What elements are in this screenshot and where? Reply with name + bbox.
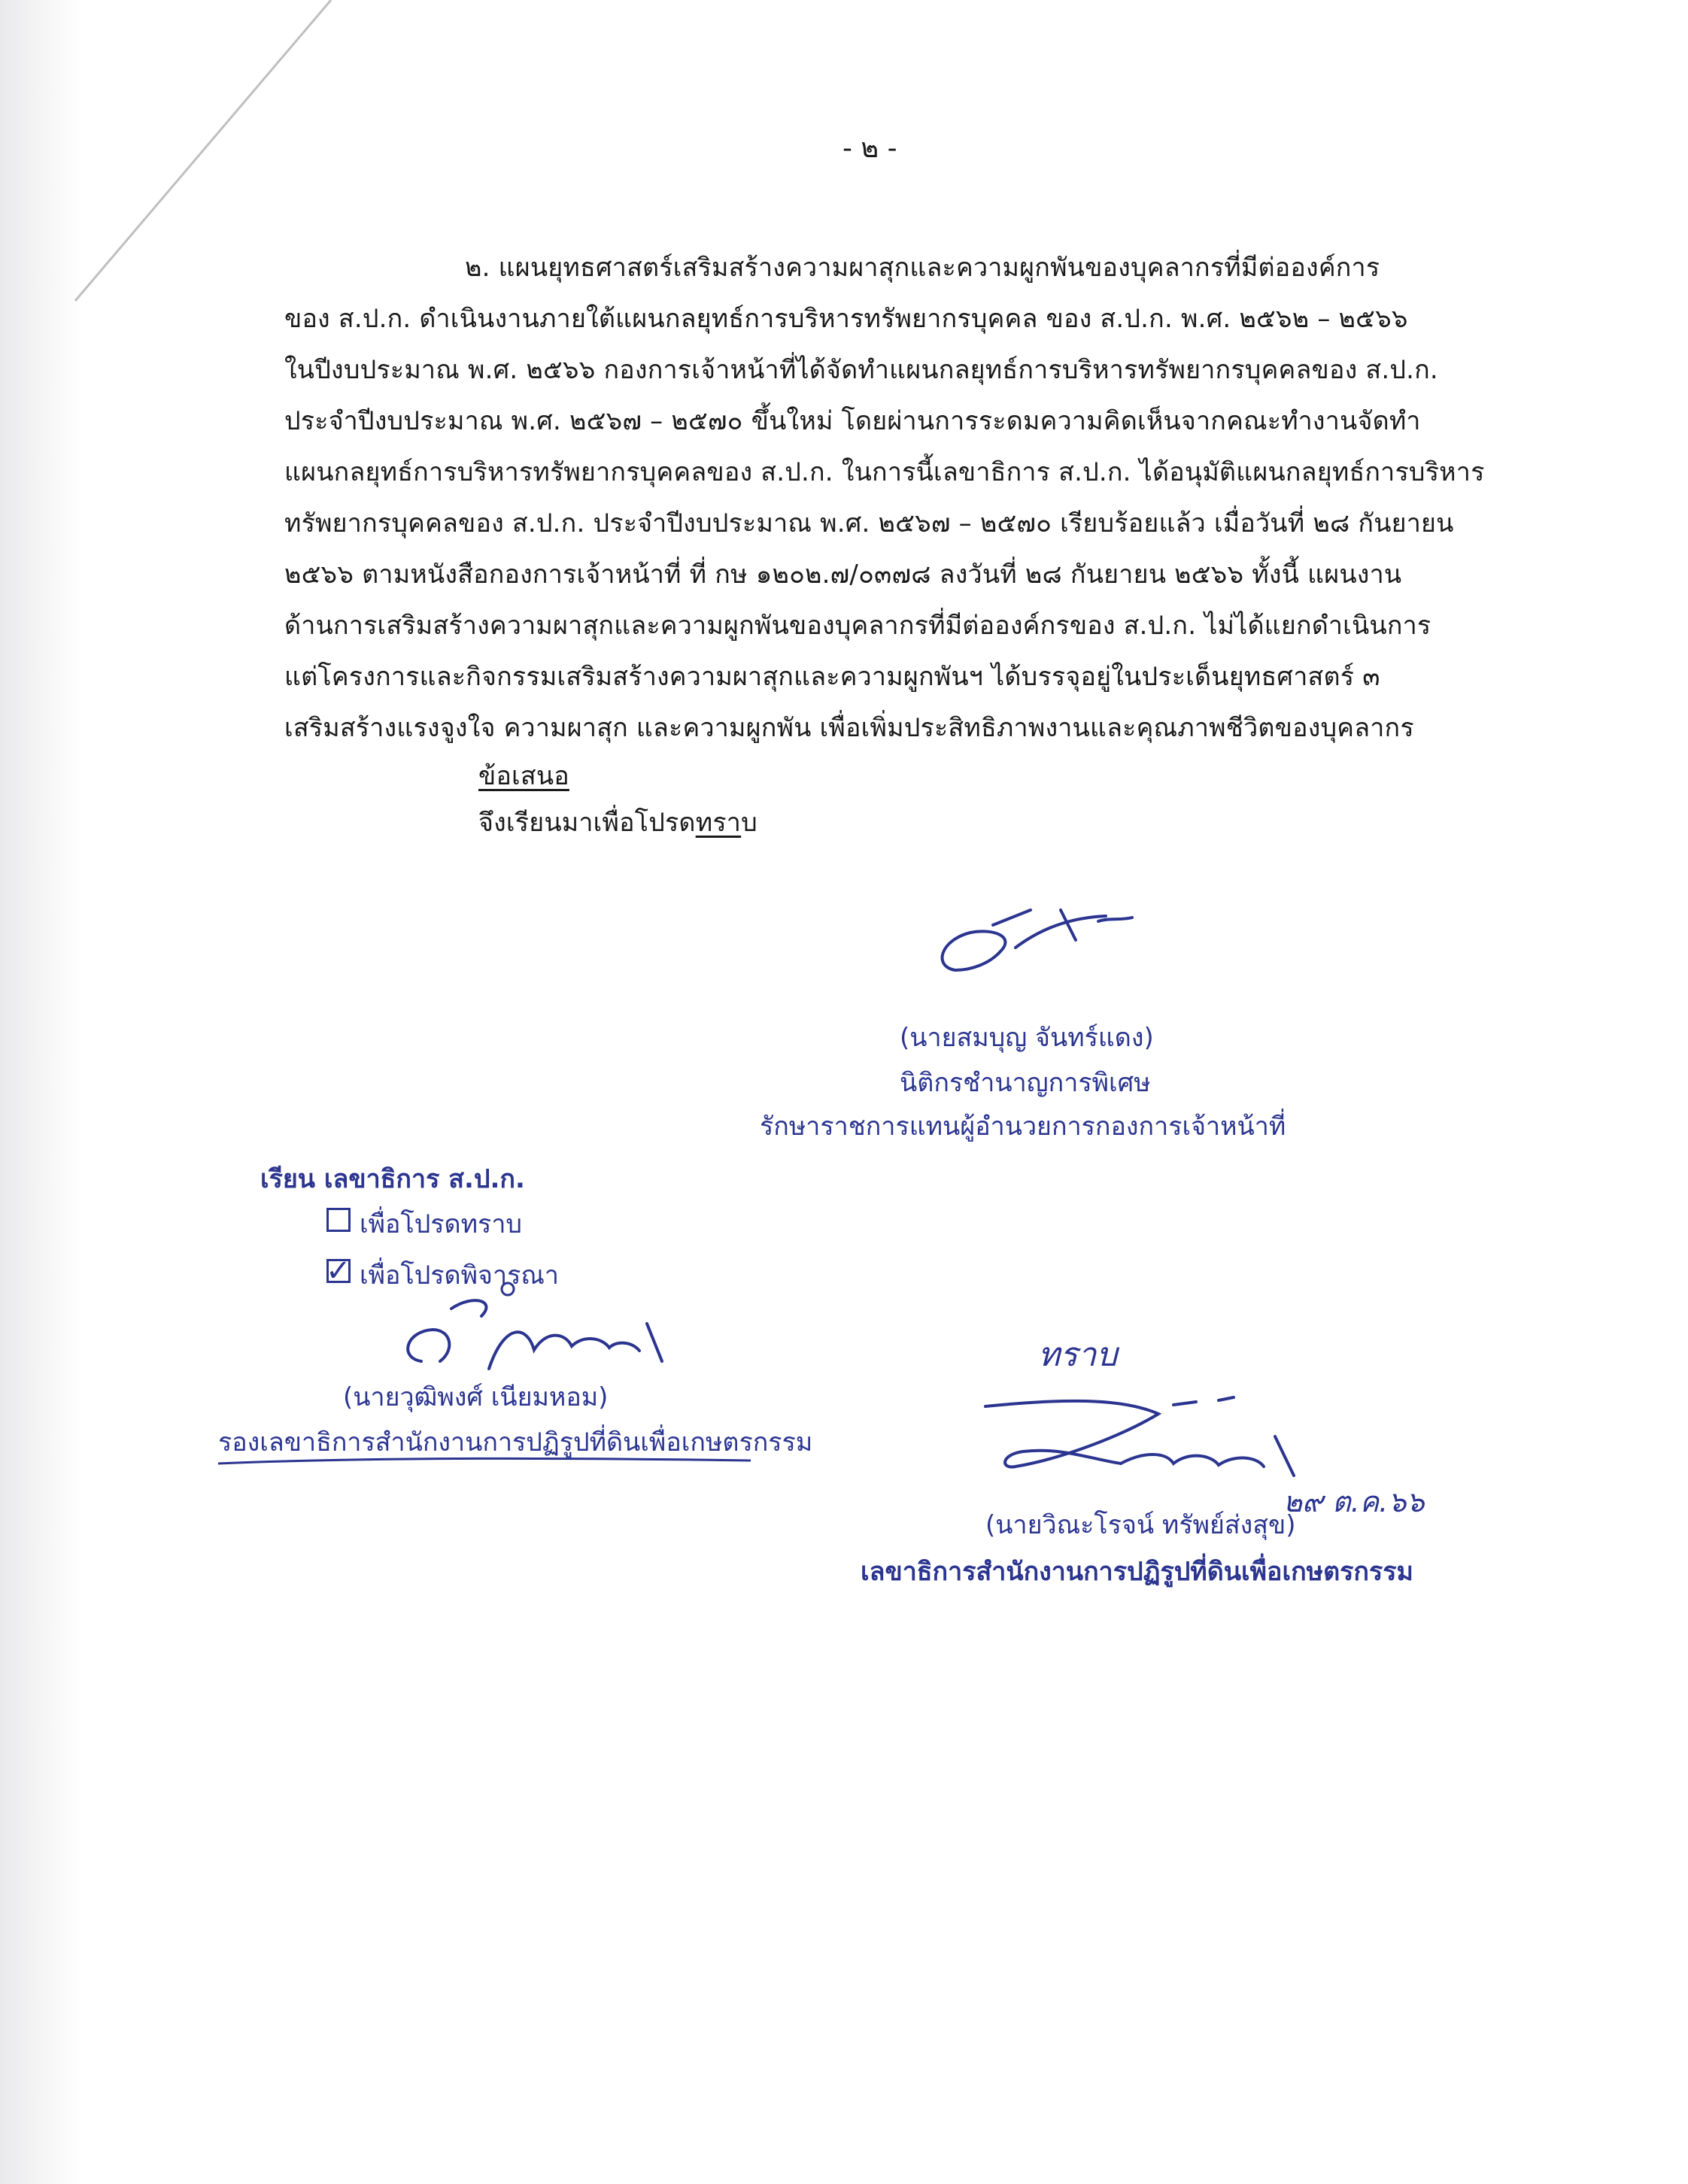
paper-fold-line <box>0 0 361 331</box>
approval-signer-position: เลขาธิการสำนักงานการปฏิรูปที่ดินเพื่อเกษตรกรรม <box>861 1557 1413 1587</box>
signature-1 <box>925 895 1143 985</box>
paragraph-line: ทรัพยากรบุคคลของ ส.ป.ก. ประจำปีงบประมาณ พ.ศ. ๒๕๖๗ – ๒๕๗๐ เรียบร้อยแล้ว เมื่อวันที่ ๒๘ กันยายน <box>284 508 1454 538</box>
proposal-text-suffix: บ <box>741 808 757 838</box>
handwritten-underline <box>215 1453 757 1471</box>
paragraph-line: ๒. แผนยุทธศาสตร์เสริมสร้างความผาสุกและความผูกพันของบุคลากรที่มีต่อองค์การ <box>465 253 1380 283</box>
endorsement-to: เรียน เลขาธิการ ส.ป.ก. <box>260 1164 525 1194</box>
approval-signer-name: (นายวิณะโรจน์ ทรัพย์ส่งสุข) <box>985 1510 1296 1540</box>
approval-date-note: ๒๙ ต.ค.๖๖ <box>1283 1485 1425 1518</box>
option2-label: เพื่อโปรดพิจารณา <box>360 1260 559 1291</box>
signer1-name: (นายสมบุญ จันทร์แดง) <box>900 1023 1154 1053</box>
approval-note: ทราบ <box>1038 1336 1118 1374</box>
page-number: - ๒ - <box>842 133 897 164</box>
option2-checkbox <box>326 1254 351 1288</box>
paragraph-line: ของ ส.ป.ก. ดำเนินงานภายใต้แผนกลยุทธ์การบริหารทรัพยากรบุคคล ของ ส.ป.ก. พ.ศ. ๒๕๖๒ – ๒๕๖๖ <box>284 304 1408 334</box>
paragraph-line: แผนกลยุทธ์การบริหารทรัพยากรบุคคลของ ส.ป.ก. ในการนี้เลขาธิการ ส.ป.ก. ได้อนุมัติแผนกลยุทธ์การบริหาร <box>284 457 1485 487</box>
check-mark-icon: ✓ <box>326 1254 351 1288</box>
proposal-text <box>478 802 757 842</box>
proposal-text-prefix: จึงเรียนมาเพื่อโปรด <box>478 808 696 838</box>
signature-3 <box>970 1391 1316 1489</box>
endorsement-signer-position: รองเลขาธิการสำนักงานการปฏิรูปที่ดินเพื่อเกษตรกรรม <box>218 1427 813 1458</box>
proposal-heading: ข้อเสนอ <box>478 761 569 791</box>
paragraph-line: ประจำปีงบประมาณ พ.ศ. ๒๕๖๗ – ๒๕๗๐ ขึ้นใหม่ โดยผ่านการระดมความคิดเห็นจากคณะทำงานจัดทำ <box>284 406 1421 436</box>
signature-2 <box>376 1279 677 1384</box>
paragraph-line: ในปีงบประมาณ พ.ศ. ๒๕๖๖ กองการเจ้าหน้าที่ได้จัดทำแผนกลยุทธ์การบริหารทรัพยากรบุคคลของ ส.ป.ก. <box>284 355 1438 385</box>
signer1-position: นิติกรชำนาญการพิเศษ <box>900 1068 1151 1098</box>
paragraph-line: ๒๕๖๖ ตามหนังสือกองการเจ้าหน้าที่ ที่ กษ ๑๒๐๒.๗/๐๓๗๘ ลงวันที่ ๒๘ กันยายน ๒๕๖๖ ทั้งนี้ แผนงาน <box>284 560 1402 590</box>
option1-label: เพื่อโปรดทราบ <box>360 1209 522 1239</box>
option1-checkbox <box>326 1208 351 1232</box>
paragraph-line: แต่โครงการและกิจกรรมเสริมสร้างความผาสุกและความผูกพันฯ ได้บรรจุอยู่ในประเด็นยุทธศาสตร์ ๓ <box>284 662 1380 692</box>
signer1-acting-title: รักษาราชการแทนผู้อำนวยการกองการเจ้าหน้าที่ <box>760 1112 1286 1142</box>
proposal-text-underlined: ทรา <box>695 808 742 838</box>
endorsement-signer-name: (นายวุฒิพงศ์ เนียมหอม) <box>343 1382 609 1412</box>
paragraph-line: เสริมสร้างแรงจูงใจ ความผาสุก และความผูกพัน เพื่อเพิ่มประสิทธิภาพงานและคุณภาพชีวิตของบุคลากร <box>284 713 1414 743</box>
paragraph-line: ด้านการเสริมสร้างความผาสุกและความผูกพันของบุคลากรที่มีต่อองค์กรของ ส.ป.ก. ไม่ได้แยกดำเนินการ <box>284 611 1431 641</box>
